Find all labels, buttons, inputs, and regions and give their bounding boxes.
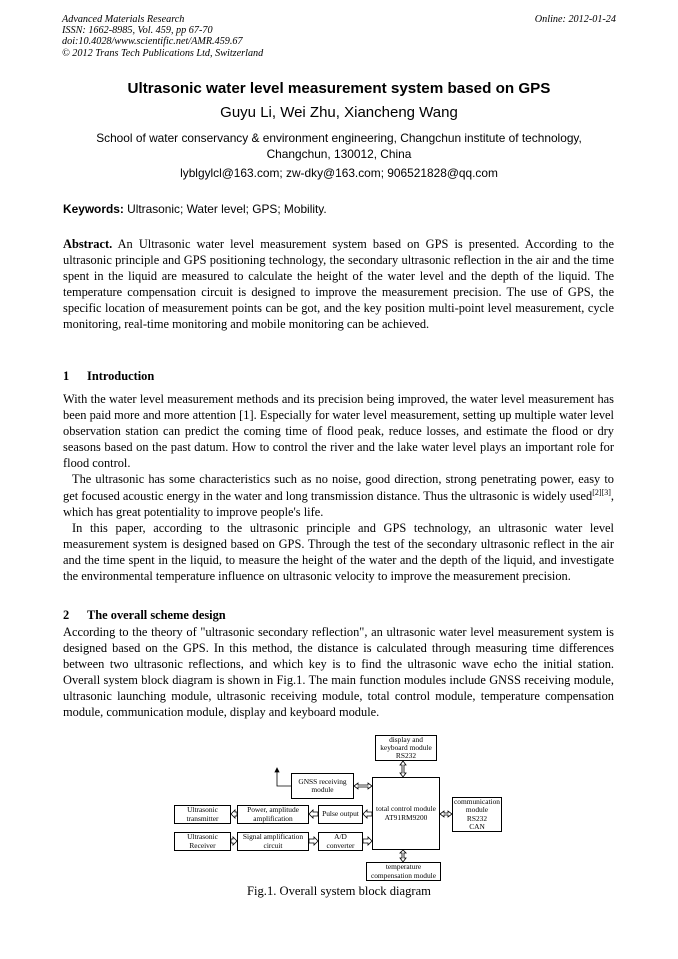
affiliation [70, 131, 608, 162]
pulse-output-block: Pulse output [318, 805, 363, 824]
ad-converter-block: A/D converter [318, 832, 363, 851]
abstract-text: An Ultrasonic water level measurement system based on GPS is presented. According to the ultrasonic principle and GPS positioning technology, the secondary ultrasonic reflection in the air and the time spent in the liquid are measured to calculate the height of the water level and the depth of the liquid. The temperature compensation circuit is designed to improve the measurement precision. The use of GPS, the specific location of measurement points can be got, and the key position multi-point level measurement, cycle monitoring, real-time monitoring and mobile monitoring can be achieved. [63, 237, 614, 332]
keywords-label: Keywords: [63, 202, 124, 216]
paragraph: With the water level measurement methods and its precision being improved, the water level measurement has been paid more and more attention [1]. Especially for water level measurement, setting up multiple water level observation station can predict the coming time of flood peak, reduce losses, and estimate the flood or dry seasons based on the past datum. How to control the river and the lake water level plays an important role for flood control. [63, 392, 614, 471]
abstract [63, 236, 614, 333]
affiliation-line-2: Changchun, 130012, China [266, 146, 412, 161]
section-2-body [63, 624, 614, 721]
affiliation-line-1: School of water conservancy & environment engineering, Changchun institute of technology, [96, 131, 582, 145]
paragraph: The ultrasonic has some characteristics such as no noise, good direction, strong penetrating power, easy to get focused acoustic energy in the water and long transmission distance. Thus the ultrasonic is widely used[2][3], which has great potentiality to improve people's life. [63, 472, 614, 519]
section-heading-1: 1 Introduction [63, 369, 155, 383]
section-1-body [63, 391, 614, 584]
copyright: © 2012 Trans Tech Publications Ltd, Switzerland [62, 47, 264, 59]
gnss-receiving-module-block: GNSS receiving module [291, 773, 354, 799]
temperature-compensation-block: temperature compensation module [366, 862, 441, 881]
total-control-module-block: total control module AT91RM9200 [372, 777, 440, 850]
section-heading-2: 2 The overall scheme design [63, 608, 226, 622]
journal-name: Advanced Materials Research [62, 14, 185, 25]
online-date: Online: 2012-01-24 [534, 14, 616, 25]
emails: lyblgylcl@163.com; zw-dky@163.com; 906521828@qq.com [180, 166, 498, 180]
ultrasonic-transmitter-block: Ultrasonic transmitter [174, 805, 231, 824]
figure-caption: Fig.1. Overall system block diagram [247, 884, 431, 898]
keywords-text: Ultrasonic; Water level; GPS; Mobility. [123, 202, 327, 216]
keywords [63, 202, 327, 216]
ultrasonic-receiver-block: Ultrasonic Receiver [174, 832, 231, 851]
citation: [2][3] [592, 487, 611, 497]
journal-header [62, 14, 263, 59]
paragraph: According to the theory of "ultrasonic secondary reflection", an ultrasonic water level measurement system is designed based on the GPS. In this method, the distance is calculated through measuring time differences between two ultrasonic reflections, and which key is to find the ultrasonic wave echo the initial station. Overall system block diagram is shown in Fig.1. The main function modules include GNSS receiving module, ultrasonic launching module, ultrasonic receiving module, total control module, temperature compensation module, communication module, display and keyboard module. [63, 625, 614, 720]
doi: doi:10.4028/www.scientific.net/AMR.459.67 [62, 36, 243, 48]
power-amplification-block: Power, amplitude amplification [237, 805, 309, 824]
paper-title: Ultrasonic water level measurement system based on GPS [127, 80, 551, 97]
signal-amplification-block: Signal amplification circuit [237, 832, 309, 851]
paragraph: In this paper, according to the ultrasonic principle and GPS technology, an ultrasonic water level measurement system is designed based on GPS. Through the test of the secondary ultrasonic reflect in the air and the time spent in the liquid, to measure the height of the water and the depth of the liquid, and investigate the environmental temperature influence on ultrasonic velocity to improve the measurement precision. [63, 520, 614, 584]
issn: ISSN: 1662-8985, Vol. 459, pp 67-70 [62, 25, 213, 37]
authors: Guyu Li, Wei Zhu, Xiancheng Wang [220, 104, 458, 121]
abstract-label: Abstract. [63, 237, 113, 251]
display-keyboard-module-block: display and keyboard module RS232 [375, 735, 437, 761]
communication-module-block: communication module RS232 CAN [452, 797, 502, 832]
